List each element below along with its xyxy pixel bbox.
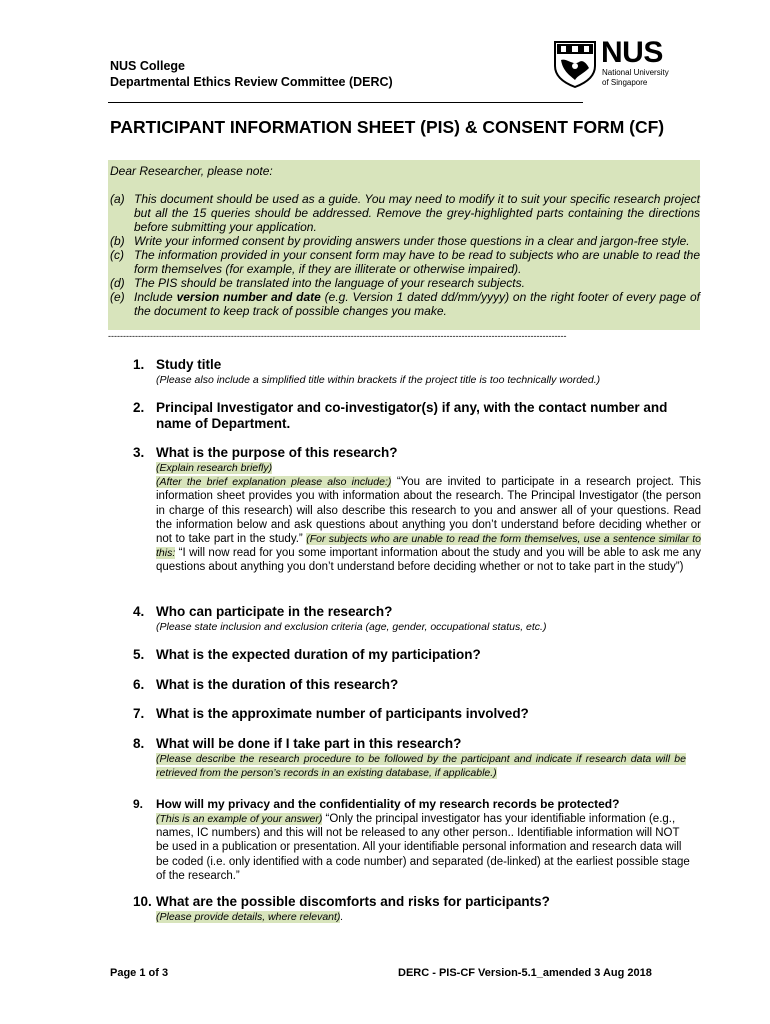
note-item — [110, 234, 700, 248]
question-hint: (Please describe the research procedure to be followed by the participant and indicate if research data will be retrieved from the person’s records in an existing database, if applicable.) — [156, 753, 686, 780]
question-3 — [133, 445, 701, 575]
question-heading — [133, 677, 701, 693]
committee-name: Departmental Ethics Review Committee (DERC) — [110, 75, 393, 89]
question-hint: (Please provide details, where relevant) — [156, 911, 341, 923]
document-title: PARTICIPANT INFORMATION SHEET (PIS) & CONSENT FORM (CF) — [110, 117, 665, 137]
header-rule — [108, 102, 583, 103]
question-number: 10. — [133, 894, 152, 909]
note-label: (e) — [110, 290, 125, 304]
page-number: Page 1 of 3 — [110, 967, 169, 979]
question-heading — [133, 796, 701, 812]
question-heading — [133, 736, 701, 752]
logo-wordmark: NUS — [601, 36, 663, 69]
question-number: 2. — [133, 400, 145, 415]
logo-subtitle — [602, 68, 669, 87]
question-answer-text-2: “I will now read for you some important information about the study and you will be able to ask me any questions about anything you don’t understand before deciding whether or not to take part in the study”) — [156, 547, 701, 574]
note-text-post: (e.g. Version 1 dated dd/mm/yyyy) on the right footer of every page of the document to keep track of possible changes you make. — [134, 290, 701, 318]
document-header — [110, 58, 393, 90]
note-text: Write your informed consent by providing answers under those questions in a clear and jargon-free style. — [134, 234, 690, 248]
question-hint-tail: . — [340, 911, 344, 923]
question-number: 5. — [133, 647, 145, 662]
question-number: 6. — [133, 677, 145, 692]
question-heading — [133, 604, 701, 620]
nus-crest-icon — [553, 40, 597, 88]
question-9 — [133, 796, 701, 883]
note-item — [110, 248, 700, 276]
question-title: What is the duration of this research? — [156, 677, 399, 692]
question-4 — [133, 604, 701, 634]
question-heading — [133, 894, 701, 910]
question-heading — [133, 706, 701, 722]
question-hint-2: (After the brief explanation please also include:) — [156, 476, 392, 489]
question-title: How will my privacy and the confidentiality of my research records be protected? — [156, 797, 620, 811]
question-hint-3: (For subjects who are unable to read the form themselves, use a sentence similar to this: — [156, 533, 701, 560]
question-hint: (Explain research briefly) — [156, 462, 273, 474]
question-hint: (This is an example of your answer) — [156, 813, 323, 825]
note-text-bold: version number and date — [176, 290, 321, 304]
question-heading — [133, 400, 701, 432]
section-divider: --------------------------------------------------------------------------------------------------------------------------------------------------------- — [108, 331, 567, 341]
note-item — [110, 290, 700, 318]
question-number: 7. — [133, 706, 145, 721]
note-text: The information provided in your consent form may have to be read to subjects who are unable to read the form themselves (for example, if they are illiterate or otherwise impaired). — [134, 248, 700, 276]
note-label: (b) — [110, 234, 125, 248]
question-title: Study title — [156, 357, 222, 372]
notes-greeting: Dear Researcher, please note: — [110, 164, 273, 178]
question-number: 9. — [133, 797, 144, 811]
question-body — [156, 752, 686, 780]
question-8 — [133, 736, 701, 780]
org-name: NUS College — [110, 59, 186, 73]
question-1 — [133, 357, 701, 387]
question-answer-text: “Only the principal investigator has your identifiable information (e.g., names, IC numbers) and this will not be released to any other person.. Identifiable information will NOT be used in a publication or presentation. All your identifiable personal information and research data will be coded (i.e. only identified with a code number) and separated (de-linked) at the earliest possible stage of the research.” — [156, 813, 690, 882]
question-body — [156, 812, 691, 883]
question-title: What are the possible discomforts and risks for participants? — [156, 894, 550, 909]
question-number: 8. — [133, 736, 145, 751]
question-number: 4. — [133, 604, 145, 619]
question-10 — [133, 894, 701, 924]
question-7 — [133, 706, 701, 722]
note-text — [134, 290, 700, 318]
question-number: 3. — [133, 445, 145, 460]
note-label: (a) — [110, 192, 125, 206]
question-answer-text: “You are invited to participate in a research project. This information sheet provides you with information about the research. The Principal Investigator (the person in charge of this research) will also describe this research to you and answer all of your questions. Read the information below and ask questions about anything you don’t understand before deciding whether or not to take part in the study.” — [156, 476, 701, 546]
question-title: What is the approximate number of participants involved? — [156, 706, 529, 721]
note-text: The PIS should be translated into the language of your research subjects. — [134, 276, 525, 290]
logo-subtitle-line2: of Singapore — [602, 77, 648, 87]
logo-subtitle-line1: National University — [602, 68, 669, 77]
question-heading — [133, 445, 701, 461]
question-5 — [133, 647, 701, 663]
nus-logo — [553, 36, 678, 90]
researcher-notes — [110, 164, 700, 318]
question-hint: (Please state inclusion and exclusion criteria (age, gender, occupational status, etc.) — [156, 621, 547, 633]
question-title: What will be done if I take part in this research? — [156, 736, 462, 751]
note-text-pre: Include — [134, 290, 177, 304]
note-item — [110, 192, 700, 234]
question-title: What is the expected duration of my participation? — [156, 647, 481, 662]
question-title: Principal Investigator and co-investigator(s) if any, with the contact number and name of Department. — [156, 400, 668, 431]
question-title: Who can participate in the research? — [156, 604, 393, 619]
note-label: (c) — [110, 248, 124, 262]
question-6 — [133, 677, 701, 693]
question-body — [156, 461, 701, 575]
note-item — [110, 276, 700, 290]
question-title: What is the purpose of this research? — [156, 445, 398, 460]
question-number: 1. — [133, 357, 145, 372]
note-label: (d) — [110, 276, 125, 290]
question-2 — [133, 400, 701, 432]
document-version: DERC - PIS-CF Version-5.1_amended 3 Aug 2018 — [398, 967, 652, 979]
question-body — [156, 910, 701, 924]
question-heading — [133, 357, 701, 373]
question-hint: (Please also include a simplified title within brackets if the project title is too technically worded.) — [156, 374, 601, 386]
question-heading — [133, 647, 701, 663]
note-text: This document should be used as a guide. You may need to modify it to suit your specific research project but all the 15 queries should be addressed. Remove the grey-highlighted parts containing the directions before submitting your application. — [134, 192, 700, 234]
